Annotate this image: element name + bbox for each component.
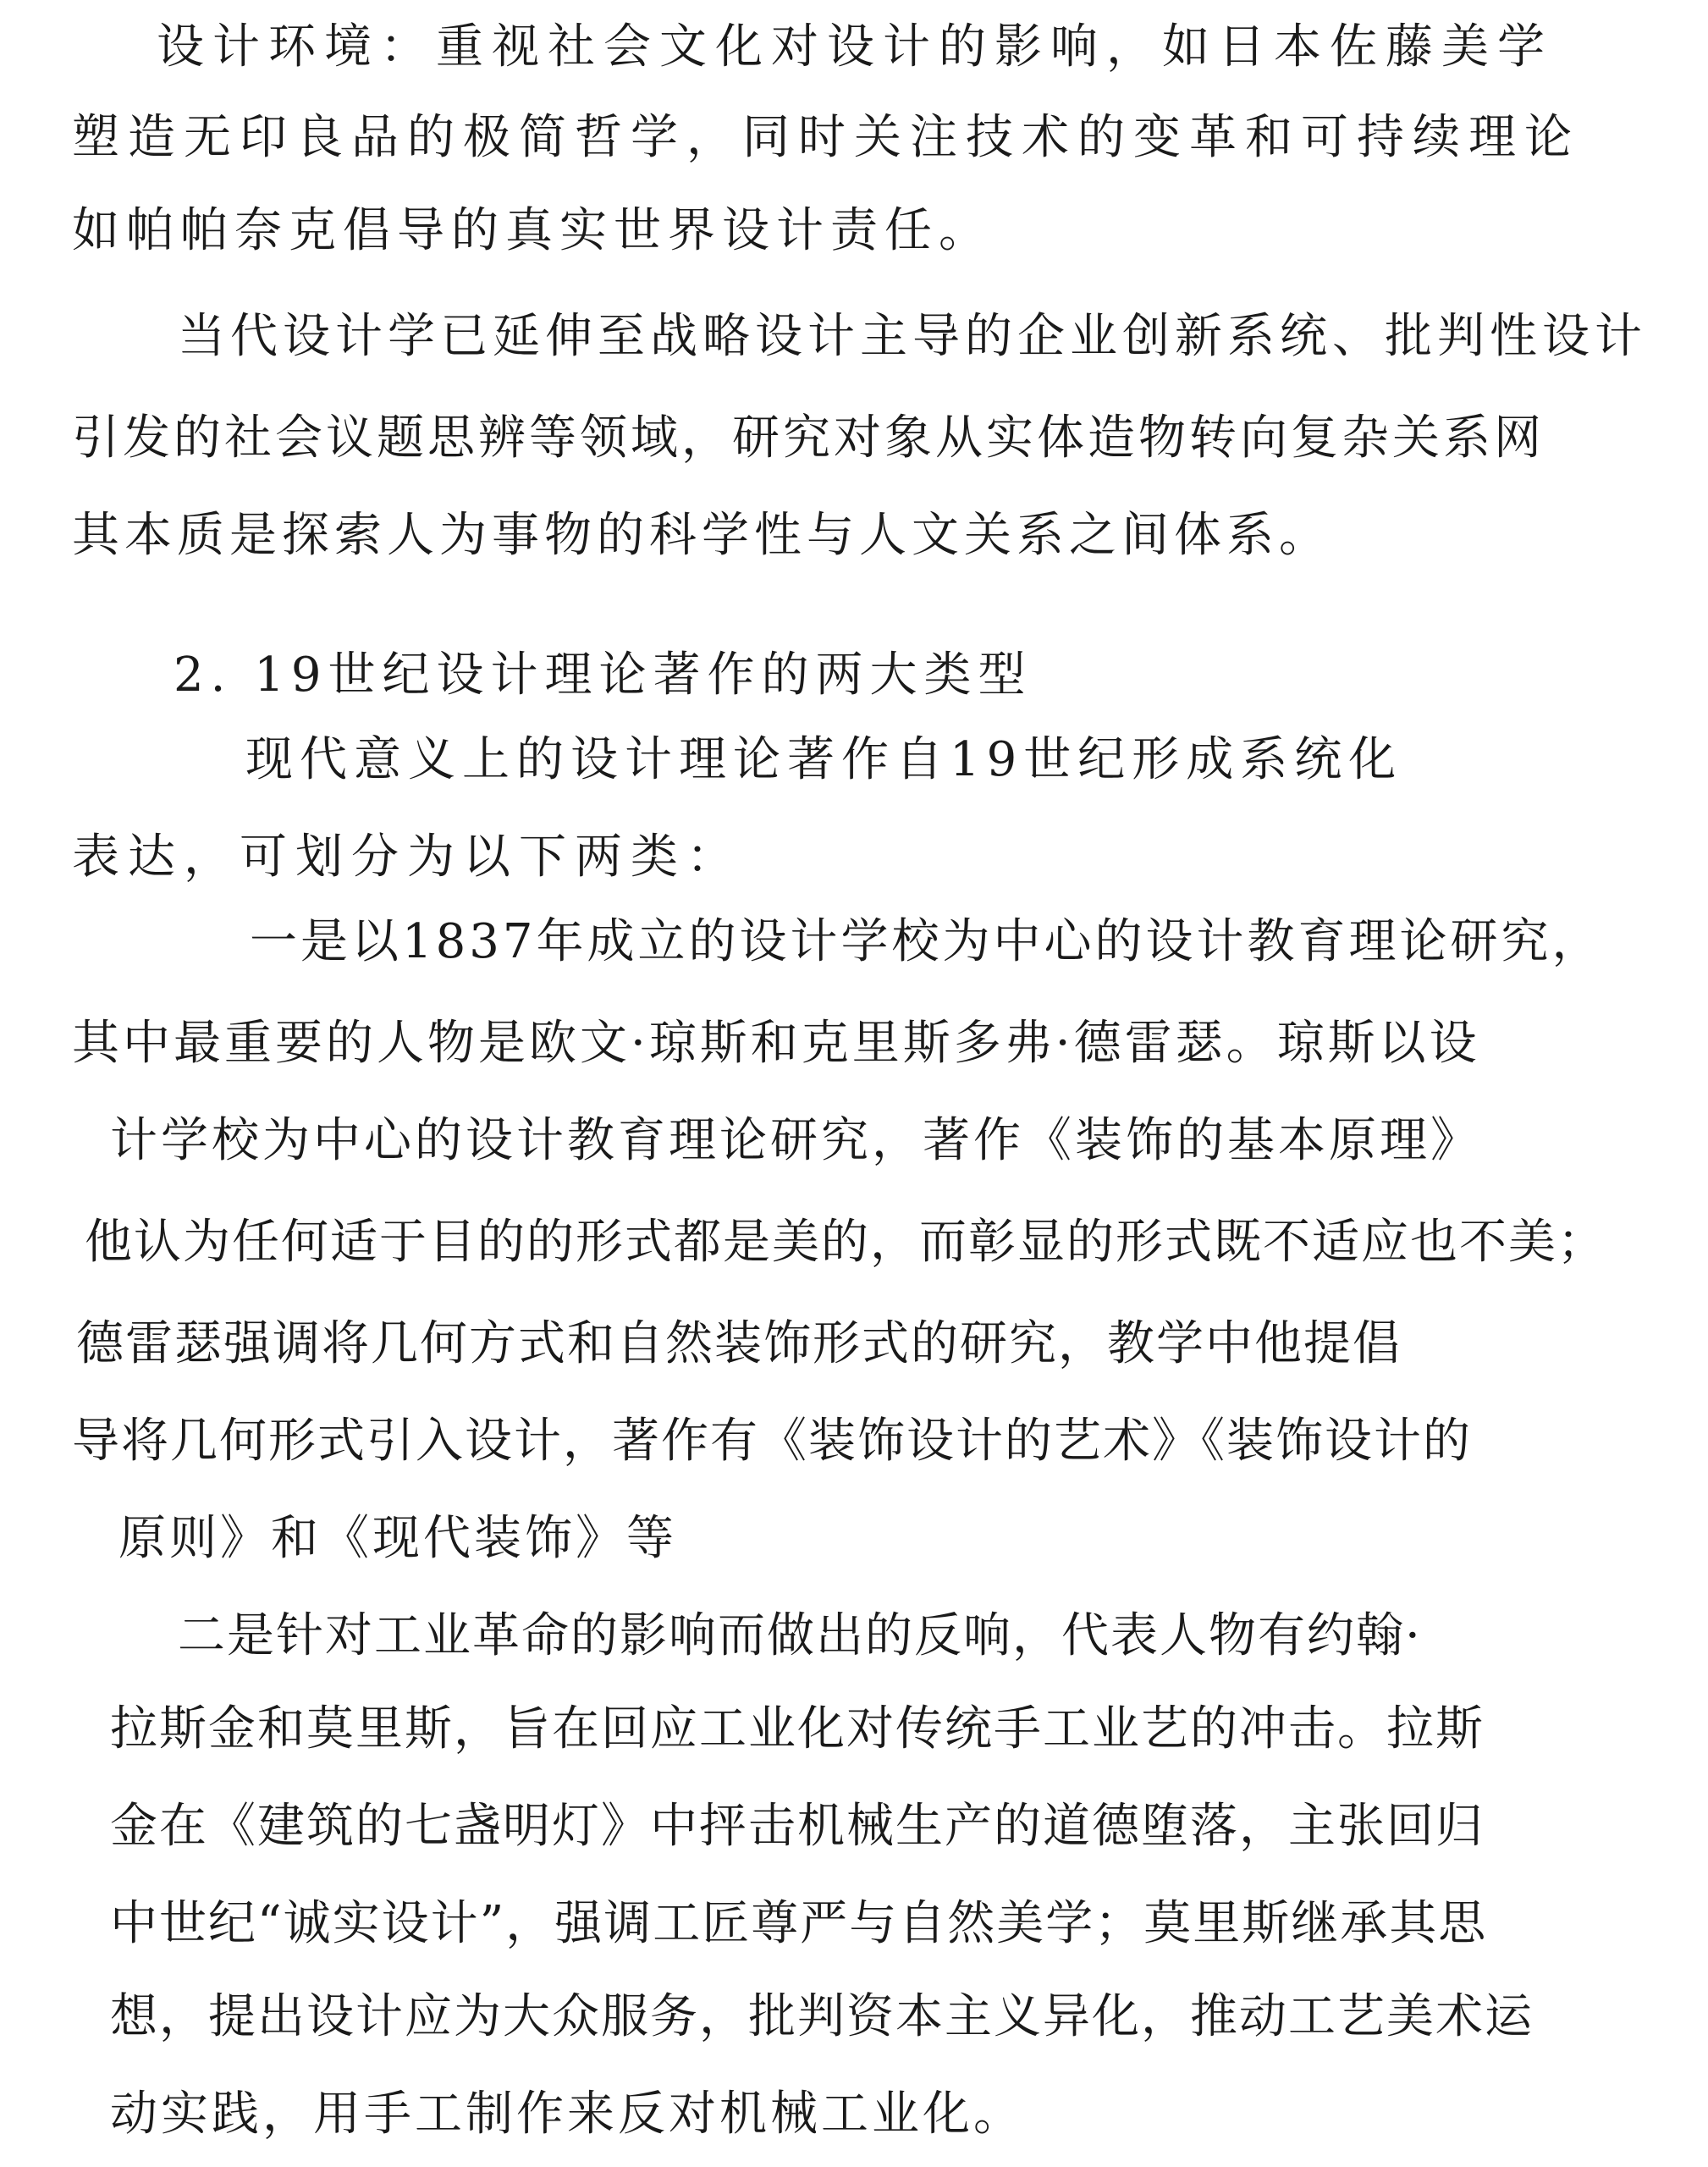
text-line-22: 动实践，用手工制作来反对机械工业化。 [110, 2087, 1024, 2142]
text-line-17: 二是针对工业革命的影响而做出的反响，代表人物有约翰· [178, 1608, 1422, 1663]
text-line-6: 其本质是探索人为事物的科学性与人文关系之间体系。 [72, 508, 1331, 563]
text-line-9: 表达，可划分为以下两类： [72, 830, 742, 885]
text-line-14: 德雷瑟强调将几何方式和自然装饰形式的研究，教学中他提倡 [76, 1316, 1402, 1371]
text-line-15: 导将几何形式引入设计，著作有《装饰设计的艺术》《装饰设计的 [72, 1414, 1472, 1469]
text-line-1: 设计环境：重视社会文化对设计的影响，如日本佐藤美学 [157, 19, 1553, 74]
text-line-18: 拉斯金和莫里斯，旨在回应工业化对传统手工业艺的冲击。拉斯 [110, 1701, 1485, 1756]
text-line-2: 塑造无印良品的极简哲学，同时关注技术的变革和可持续理论 [72, 110, 1580, 165]
text-line-20: 中世纪“诚实设计”，强调工匠尊严与自然美学；莫里斯继承其思 [110, 1896, 1488, 1951]
text-line-4: 当代设计学已延伸至战略设计主导的企业创新系统、批判性设计 [178, 309, 1647, 364]
text-line-19: 金在《建筑的七盏明灯》中抨击机械生产的道德堕落，主张回归 [110, 1799, 1485, 1854]
text-line-8: 现代意义上的设计理论著作自19世纪形成系统化 [245, 732, 1403, 787]
text-line-10: 一是以1837年成立的设计学校为中心的设计教育理论研究， [250, 914, 1603, 969]
text-line-3: 如帕帕奈克倡导的真实世界设计责任。 [72, 203, 993, 258]
text-line-21: 想，提出设计应为大众服务，批判资本主义异化，推动工艺美术运 [110, 1989, 1534, 2044]
section-heading: 2. 19世纪设计理论著作的两大类型 [174, 648, 1033, 703]
text-line-16: 原则》和《现代装饰》等 [118, 1511, 677, 1566]
text-line-5: 引发的社会议题思辨等领域，研究对象从实体造物转向复杂关系网 [72, 411, 1545, 466]
text-line-11: 其中最重要的人物是欧文·琼斯和克里斯多弗·德雷瑟。琼斯以设 [72, 1016, 1480, 1071]
text-line-13: 他认为任何适于目的的形式都是美的，而彰显的形式既不适应也不美； [85, 1215, 1606, 1270]
text-line-12: 计学校为中心的设计教育理论研究，著作《装饰的基本原理》 [110, 1113, 1481, 1168]
